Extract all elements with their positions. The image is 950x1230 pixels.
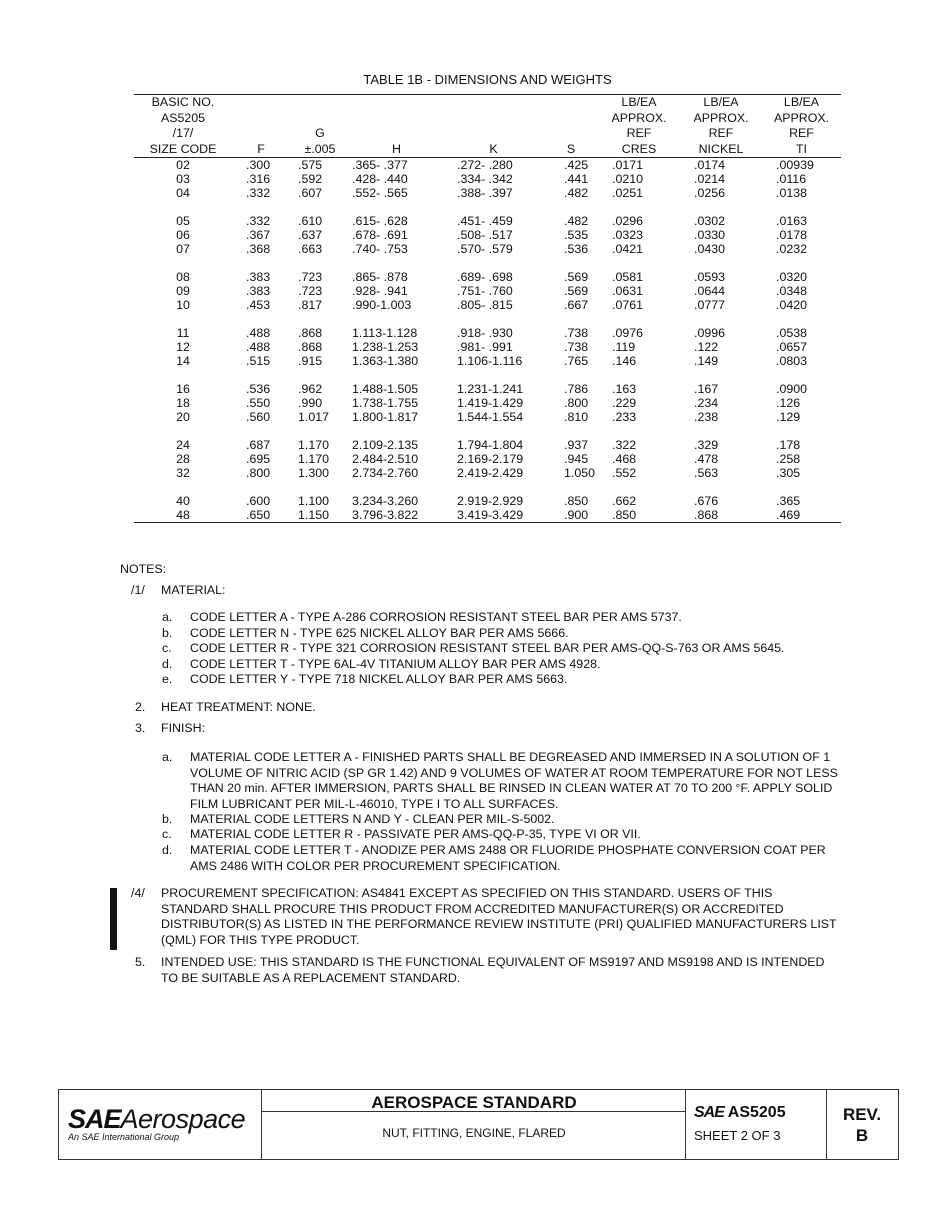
header-col-0 [134,95,232,158]
table-cell: .552 [612,466,637,480]
table-cell: .305 [776,466,801,480]
table-row [134,382,841,396]
table-cell: .962 [298,382,323,396]
note-item-text: CODE LETTER Y - TYPE 718 NICKEL ALLOY BAR PER AMS 5663. [190,672,568,686]
table-cell: .678- .691 [352,228,408,242]
table-cell: .119 [612,340,636,354]
note-item-letter: b. [162,626,173,640]
table-cell: .552- .565 [352,186,408,200]
table-cell: .0803 [776,354,808,368]
header-line: APPROX. [611,110,667,125]
table-cell: .868 [298,326,323,340]
table-cell: .637 [298,228,323,242]
table-cell: .0296 [612,214,644,228]
table-row [134,158,841,173]
logo-aerospace-text: Aerospace [120,1104,246,1134]
note-1-number: /1/ [131,583,145,597]
table-cell: 1.113-1.128 [352,326,418,340]
header-line: G [315,126,325,140]
table-cell: .723 [298,284,323,298]
table-cell: 09 [176,284,190,298]
table-row [134,410,841,424]
header-line: F [257,141,265,156]
header-line: ±.005 [304,141,336,156]
table-cell: .488 [246,340,271,354]
table-cell: 1.363-1.380 [352,354,419,368]
table-cell: .0302 [694,214,726,228]
table-cell: 03 [176,172,190,186]
group-spacer [134,368,841,382]
header-line: H [392,141,401,156]
table-cell: .229 [612,396,637,410]
table-cell: .258 [776,452,801,466]
table-cell: .667 [564,298,589,312]
table-cell: 1.419-1.429 [457,396,524,410]
table-cell: 1.050 [564,466,596,480]
note-3-text: FINISH: [161,721,206,735]
table-cell: 1.170 [298,438,330,452]
table-cell: .0976 [612,326,644,340]
header-col-5 [544,95,598,158]
table-cell: .600 [246,494,271,508]
table-cell: .868 [694,508,719,522]
table-cell: .365 [776,494,801,508]
header-line: S [566,141,576,156]
note-4-number: /4/ [131,886,145,900]
table-cell: .0256 [694,186,726,200]
header-line: AS5205 [160,110,206,125]
note-item-letter: a. [162,610,173,624]
table-cell: .334- .342 [457,172,513,186]
table-cell: .0657 [776,340,808,354]
table-cell: 1.231-1.241 [457,382,524,396]
table-cell: .0644 [694,284,726,298]
note-2-text: HEAT TREATMENT: NONE. [161,700,316,714]
table-cell: .0174 [694,158,726,172]
note-item-text: MATERIAL CODE LETTER A - FINISHED PARTS SHALL BE DEGREASED AND IMMERSED IN A SOLUTION OF 1 VOLUME OF NITRIC ACID (SP GR 1.42) AND 9 VOLUMES OF WATER AT ROOM TEMPERATURE FOR NOT LESS THAN 20 min. AFTER IMMERSION, PARTS SHALL BE RINSED IN CLEAN WATER AT 70 TO 200 °F. APPLY SOLID FILM LUBRICANT PER MIL-L-46010, TYPE I TO ALL SURFACES. [190,750,838,811]
table-row [134,186,841,200]
table-cell: .570- .579 [457,242,513,256]
table-cell: .00939 [776,158,814,172]
header-line: LB/EA [621,95,657,109]
table-cell: .0323 [612,228,644,242]
table-cell: 08 [176,270,190,284]
table-cell: 10 [176,298,190,312]
note-item-letter: d. [162,657,173,671]
table-cell: 32 [176,466,190,480]
table-cell: .615- .628 [352,214,408,228]
table-cell: .0777 [694,298,726,312]
table-cell: .316 [246,172,271,186]
table-row [134,270,841,284]
table-cell: .508- .517 [457,228,513,242]
table-cell: .536 [564,242,589,256]
revision-change-bar [110,888,117,950]
table-cell: .990-1.003 [352,298,412,312]
header-col-6 [598,95,680,158]
table-cell: .329 [694,438,719,452]
table-cell: 2.169-2.179 [457,452,524,466]
logo-tagline: An SAE International Group [68,1132,180,1142]
table-cell: .937 [564,438,589,452]
header-line: LB/EA [703,95,739,109]
table-cell: .0163 [776,214,808,228]
table-cell: .800 [564,396,589,410]
note-item-letter: a. [162,750,173,764]
table-cell: 1.017 [298,410,330,424]
group-spacer [134,256,841,270]
header-line: SIZE CODE [149,141,217,156]
table-cell: .332 [246,186,271,200]
table-cell: 20 [176,410,190,424]
table-cell: .740- .753 [352,242,408,256]
note-3-number: 3. [135,721,146,735]
header-col-4 [443,95,544,158]
table-cell: .536 [246,382,271,396]
table-cell: .945 [564,452,589,466]
table-cell: .592 [298,172,323,186]
table-cell: 2.734-2.760 [352,466,419,480]
table-cell: .0538 [776,326,808,340]
header-line: BASIC NO. [151,95,215,109]
table-cell: 3.796-3.822 [352,508,419,522]
table-cell: .560 [246,410,271,424]
header-line: REF [708,126,734,140]
table-row [134,508,841,523]
table-cell: 07 [176,242,190,256]
table-row [134,284,841,298]
table-cell: .662 [612,494,637,508]
table-cell: .765 [564,354,589,368]
table-cell: .805- .815 [457,298,513,312]
table-cell: 1.170 [298,452,330,466]
table-cell: 1.300 [298,466,330,480]
part-title: NUT, FITTING, ENGINE, FLARED [382,1126,566,1140]
table-cell: 1.800-1.817 [352,410,419,424]
table-cell: .928- .941 [352,284,408,298]
sae-mini-logo: SAE [694,1104,724,1121]
table-cell: .0593 [694,270,726,284]
table-cell: .563 [694,466,719,480]
table-cell: .233 [612,410,637,424]
table-cell: .0251 [612,186,644,200]
document-number [694,1104,786,1122]
note-5-text: INTENDED USE: THIS STANDARD IS THE FUNCTIONAL EQUIVALENT OF MS9197 AND MS9198 AND IS INTENDED TO BE SUITABLE AS A REPLACEMENT STANDARD. [161,955,825,985]
sae-aerospace-logo [68,1104,245,1142]
header-line: APPROX. [773,110,830,125]
table-cell: .122 [694,340,719,354]
table-cell: .163 [612,382,637,396]
group-spacer [134,312,841,326]
note-4-text: PROCUREMENT SPECIFICATION: AS4841 EXCEPT AS SPECIFIED ON THIS STANDARD. USERS OF THIS STANDARD SHALL PROCURE THIS PRODUCT FROM ACCREDITED MANUFACTURER(S) OR ACCREDITED DISTRIBUTOR(S) AS LISTED IN THE PERFORMANCE REVIEW INSTITUTE (PRI) QUALIFIED MANUFACTURERS LIST (QML) FOR THIS TYPE PRODUCT. [161,886,837,947]
table-cell: 04 [176,186,190,200]
table-cell: .850 [564,494,589,508]
note-5-number: 5. [135,955,146,969]
table-cell: .0138 [776,186,808,200]
table-row [134,354,841,368]
table-cell: 16 [176,382,190,396]
table-cell: .535 [564,228,589,242]
table-cell: 1.488-1.505 [352,382,419,396]
dimensions-table [134,94,841,523]
table-cell: .915 [298,354,323,368]
table-header-row [134,95,841,158]
table-cell: .868 [298,340,323,354]
header-col-1 [232,95,290,158]
header-line: REF [789,126,814,140]
table-cell: .607 [298,186,323,200]
table-cell: 06 [176,228,190,242]
table-cell: .810 [564,410,589,424]
table-row [134,228,841,242]
table-cell: .0320 [776,270,808,284]
table-cell: .981- .991 [457,340,513,354]
table-cell: .663 [298,242,323,256]
table-cell: .0430 [694,242,726,256]
table-row [134,438,841,452]
table-cell: .469 [776,508,801,522]
table-cell: .478 [694,452,719,466]
table-cell: .0900 [776,382,808,396]
table-row [134,326,841,340]
table-cell: .238 [694,410,719,424]
header-col-7 [680,95,762,158]
note-item-letter: e. [162,672,173,686]
header-col-2 [290,95,350,158]
table-cell: .0214 [694,172,726,186]
table-cell: 2.109-2.135 [352,438,419,452]
table-cell: .0420 [776,298,808,312]
table-cell: .0232 [776,242,808,256]
table-cell: 11 [176,326,190,340]
table-cell: .272- .280 [457,158,513,172]
table-cell: .689- .698 [457,270,513,284]
header-col-3 [350,95,443,158]
table-title: TABLE 1B - DIMENSIONS AND WEIGHTS [363,72,612,87]
table-cell: .918- .930 [457,326,513,340]
header-line: TI [795,141,807,156]
table-cell: 1.100 [298,494,330,508]
table-cell: .569 [564,270,589,284]
note-1-text: MATERIAL: [161,583,226,597]
revision-box [827,1104,897,1146]
table-cell: .0171 [612,158,644,172]
table-cell: .234 [694,396,719,410]
table-row [134,298,841,312]
table-cell: 24 [176,438,190,452]
table-cell: 1.544-1.554 [457,410,524,424]
table-cell: .0761 [612,298,644,312]
table-cell: .650 [246,508,271,522]
table-cell: .368 [246,242,271,256]
table-cell: .738 [564,326,589,340]
table-cell: .0996 [694,326,726,340]
table-cell: .322 [612,438,637,452]
table-cell: 28 [176,452,190,466]
note-item-text: CODE LETTER R - TYPE 321 CORROSION RESISTANT STEEL BAR PER AMS-QQ-S-763 OR AMS 5645. [190,641,785,655]
table-cell: .482 [564,186,589,200]
table-cell: .0421 [612,242,644,256]
table-cell: .482 [564,214,589,228]
table-row [134,396,841,410]
table-cell: .332 [246,214,271,228]
header-line: /17/ [172,126,194,140]
header-line: K [489,141,498,156]
table-cell: .428- .440 [352,172,408,186]
table-cell: 14 [176,354,190,368]
note-item-letter: d. [162,843,173,857]
table-cell: .367 [246,228,271,242]
note-item-text: CODE LETTER N - TYPE 625 NICKEL ALLOY BAR PER AMS 5666. [190,626,569,640]
header-line: REF [626,126,652,140]
table-cell: .488 [246,326,271,340]
table-cell: 3.419-3.429 [457,508,524,522]
table-cell: .850 [612,508,637,522]
table-cell: .800 [246,466,271,480]
note-2-number: 2. [135,700,146,714]
note-item-letter: b. [162,812,173,826]
table-cell: .178 [776,438,801,452]
table-cell: .0581 [612,270,644,284]
table-cell: .676 [694,494,719,508]
header-line: CRES [621,141,657,156]
header-col-8 [762,95,841,158]
table-cell: 05 [176,214,190,228]
table-cell: .550 [246,396,271,410]
table-cell: .0178 [776,228,808,242]
table-cell: 2.919-2.929 [457,494,524,508]
table-cell: .468 [612,452,637,466]
note-item-text: CODE LETTER A - TYPE A-286 CORROSION RESISTANT STEEL BAR PER AMS 5737. [190,610,682,624]
table-cell: .441 [564,172,589,186]
table-cell: .569 [564,284,589,298]
table-cell: .0631 [612,284,644,298]
revision-value: B [855,1126,869,1145]
table-row [134,452,841,466]
table-cell: .0348 [776,284,808,298]
standard-title: AEROSPACE STANDARD [371,1093,577,1112]
header-line: LB/EA [783,95,820,109]
table-cell: .453 [246,298,271,312]
group-spacer [134,424,841,438]
table-cell: 18 [176,396,190,410]
table-row [134,242,841,256]
note-item-letter: c. [162,827,172,841]
table-row [134,466,841,480]
table-cell: .149 [694,354,719,368]
table-cell: .167 [694,382,719,396]
table-cell: .0210 [612,172,644,186]
table-cell: 1.794-1.804 [457,438,524,452]
table-cell: .687 [246,438,271,452]
table-cell: .383 [246,270,271,284]
table-row [134,214,841,228]
notes-heading: NOTES: [120,562,167,576]
table-cell: .383 [246,284,271,298]
table-cell: .451- .459 [457,214,513,228]
table-cell: 02 [176,158,190,172]
table-cell: 40 [176,494,190,508]
table-cell: .300 [246,158,271,172]
table-cell: .723 [298,270,323,284]
table-cell: 1.238-1.253 [352,340,419,354]
note-item-text: MATERIAL CODE LETTER T - ANODIZE PER AMS 2488 OR FLUORIDE PHOSPHATE CONVERSION COAT PER AMS 2486 WITH COLOR PER PROCUREMENT SPECIFICATION. [190,843,826,873]
table-cell: .610 [298,214,323,228]
table-cell: .900 [564,508,589,522]
table-cell: .365- .377 [352,158,408,172]
table-cell: 3.234-3.260 [352,494,419,508]
table-cell: 1.738-1.755 [352,396,419,410]
table-cell: .388- .397 [457,186,513,200]
table-cell: 1.106-1.116 [457,354,523,368]
table-row [134,340,841,354]
logo-sae-text: SAE [68,1104,121,1134]
table-cell: .865- .878 [352,270,408,284]
header-line: NICKEL [698,141,744,156]
table-cell: 48 [176,508,190,522]
header-line: APPROX. [693,110,749,125]
note-item-text: MATERIAL CODE LETTER R - PASSIVATE PER AMS-QQ-P-35, TYPE VI OR VII. [190,827,641,841]
table-cell: .425 [564,158,589,172]
table-cell: .146 [612,354,637,368]
table-cell: .575 [298,158,323,172]
note-item-letter: c. [162,641,172,655]
table-cell: .0116 [776,172,807,186]
table-row [134,172,841,186]
table-cell: .695 [246,452,271,466]
table-cell: .0330 [694,228,726,242]
table-cell: .126 [776,396,801,410]
revision-label: REV. [842,1105,882,1124]
note-item-text: CODE LETTER T - TYPE 6AL-4V TITANIUM ALLOY BAR PER AMS 4928. [190,657,601,671]
document-number-text: AS5205 [727,1104,786,1121]
table-cell: .751- .760 [457,284,513,298]
table-cell: 2.419-2.429 [457,466,524,480]
table-cell: .738 [564,340,589,354]
table-cell: .786 [564,382,589,396]
table-cell: 12 [176,340,190,354]
sheet-number: SHEET 2 OF 3 [694,1128,781,1143]
table-row [134,494,841,508]
table-cell: .817 [298,298,323,312]
table-cell: 1.150 [298,508,330,522]
group-spacer [134,480,841,494]
table-cell: .129 [776,410,801,424]
table-cell: .990 [298,396,323,410]
table-cell: 2.484-2.510 [352,452,419,466]
group-spacer [134,200,841,214]
table-cell: .515 [246,354,271,368]
note-item-text: MATERIAL CODE LETTERS N AND Y - CLEAN PER MIL-S-5002. [190,812,555,826]
